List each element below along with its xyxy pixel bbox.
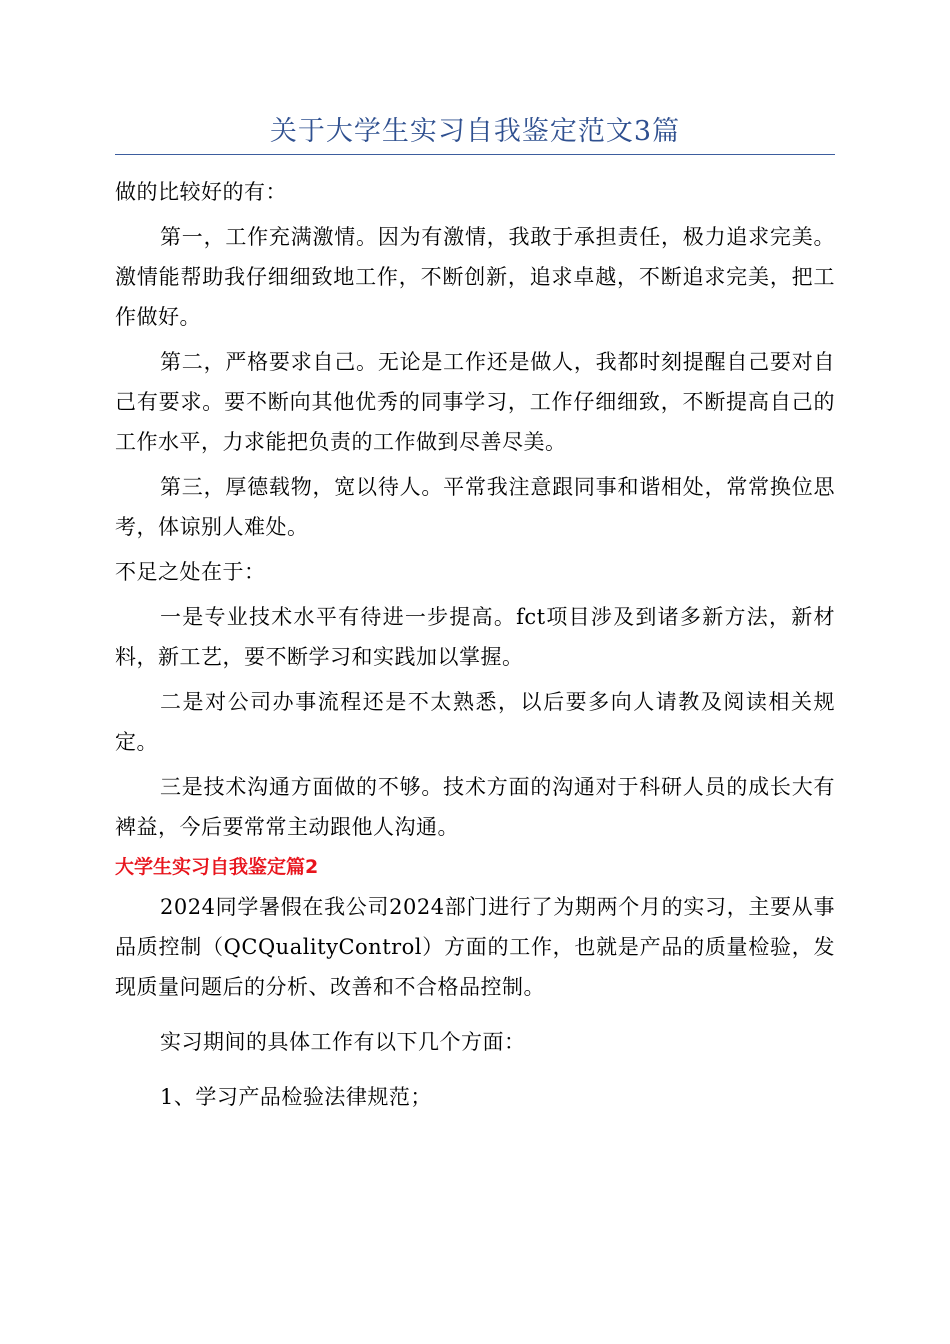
paragraph-strength-1: 第一，工作充满激情。因为有激情，我敢于承担责任，极力追求完美。激情能帮助我仔细细致地工作，不断创新，追求卓越，不断追求完美，把工作做好。 (115, 225, 835, 329)
paragraph-weaknesses-intro: 不足之处在于： (115, 560, 266, 584)
document-title: 关于大学生实习自我鉴定范文3篇 (269, 116, 681, 147)
paragraph-section2-work-intro: 实习期间的具体工作有以下几个方面： (160, 1030, 526, 1054)
section-heading: 大学生实习自我鉴定篇2 (115, 856, 319, 878)
paragraph-weakness-2: 二是对公司办事流程还是不太熟悉，以后要多向人请教及阅读相关规定。 (115, 690, 835, 754)
document-body (115, 172, 835, 1117)
paragraph-strength-3: 第三，厚德载物，宽以待人。平常我注意跟同事和谐相处，常常换位思考，体谅别人难处。 (115, 475, 835, 539)
title-underline (115, 154, 835, 155)
paragraph-section2-intro: 2024同学暑假在我公司2024部门进行了为期两个月的实习，主要从事品质控制（QCQualityControl）方面的工作，也就是产品的质量检验，发现质量问题后的分析、改善和不合格品控制。 (115, 895, 835, 999)
paragraph-weakness-3: 三是技术沟通方面做的不够。技术方面的沟通对于科研人员的成长大有裨益，今后要常常主动跟他人沟通。 (115, 775, 835, 839)
paragraph-strengths-intro: 做的比较好的有： (115, 180, 287, 204)
paragraph-strength-2: 第二，严格要求自己。无论是工作还是做人，我都时刻提醒自己要对自己有要求。要不断向其他优秀的同事学习，工作仔细细致，不断提高自己的工作水平，力求能把负责的工作做到尽善尽美。 (115, 350, 835, 454)
paragraph-section2-item-1: 1、学习产品检验法律规范； (160, 1085, 432, 1109)
paragraph-weakness-1: 一是专业技术水平有待进一步提高。fct项目涉及到诸多新方法，新材料，新工艺，要不断学习和实践加以掌握。 (115, 605, 835, 669)
